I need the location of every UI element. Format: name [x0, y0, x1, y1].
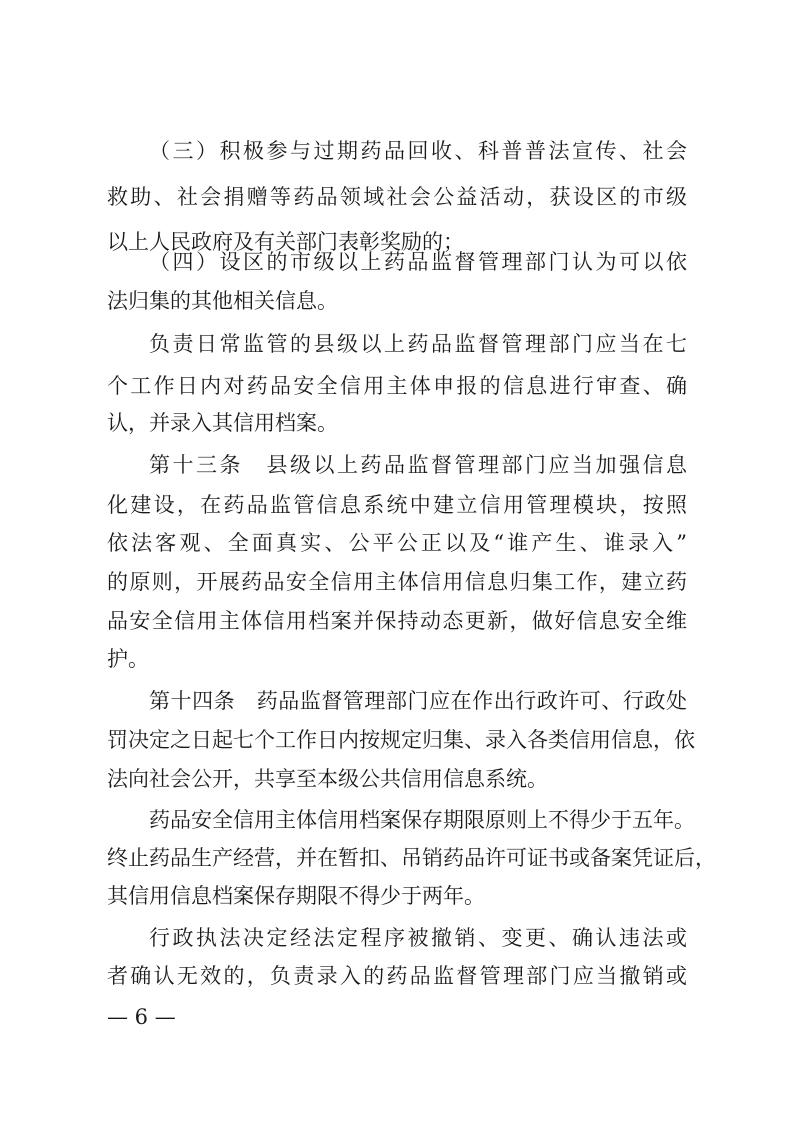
text-line: 救助、社会捐赠等药品领域社会公益活动，获设区的市级 [107, 185, 687, 209]
text-line: 第十三条 县级以上药品监督管理部门应当加强信息 [149, 453, 687, 477]
text-line: 认，并录入其信用档案。 [107, 411, 338, 435]
text-line: 第十四条 药品监督管理部门应在作出行政许可、行政处 [149, 689, 687, 713]
text-line: 者确认无效的，负责录入的药品监督管理部门应当撤销或 [107, 964, 687, 988]
text-line: 品安全信用主体信用档案并保持动态更新，做好信息安全维 [107, 609, 687, 633]
text-line: 负责日常监管的县级以上药品监督管理部门应当在七 [149, 332, 687, 356]
text-line: 罚决定之日起七个工作日内按规定归集、录入各类信用信息，依 [107, 728, 695, 752]
page-number: — 6 — [107, 1005, 176, 1029]
text-line: （四）设区的市级以上药品监督管理部门认为可以依 [149, 250, 687, 274]
text-line: 化建设，在药品监管信息系统中建立信用管理模块，按照 [107, 493, 687, 517]
text-line: 依法客观、全面真实、公平公正以及“谁产生、谁录入” [107, 531, 687, 555]
text-line: 护。 [107, 647, 149, 671]
text-line: 法归集的其他相关信息。 [107, 289, 338, 313]
text-line: 终止药品生产经营，并在暂扣、吊销药品许可证书或备案凭证后， [107, 846, 716, 870]
text-line: 的原则，开展药品安全信用主体信用信息归集工作，建立药 [107, 570, 687, 594]
text-line: 以上人民政府及有关部门表彰奖励的； [107, 230, 464, 254]
text-line: 行政执法决定经法定程序被撤销、变更、确认违法或 [149, 926, 687, 950]
text-line: （三）积极参与过期药品回收、科普普法宣传、社会 [149, 139, 687, 163]
text-line: 法向社会公开，共享至本级公共信用信息系统。 [107, 767, 548, 791]
text-line: 个工作日内对药品安全信用主体申报的信息进行审查、确 [107, 374, 687, 398]
text-line: 其信用信息档案保存期限不得少于两年。 [107, 884, 485, 908]
text-line: 药品安全信用主体信用档案保存期限原则上不得少于五年。 [149, 808, 695, 832]
